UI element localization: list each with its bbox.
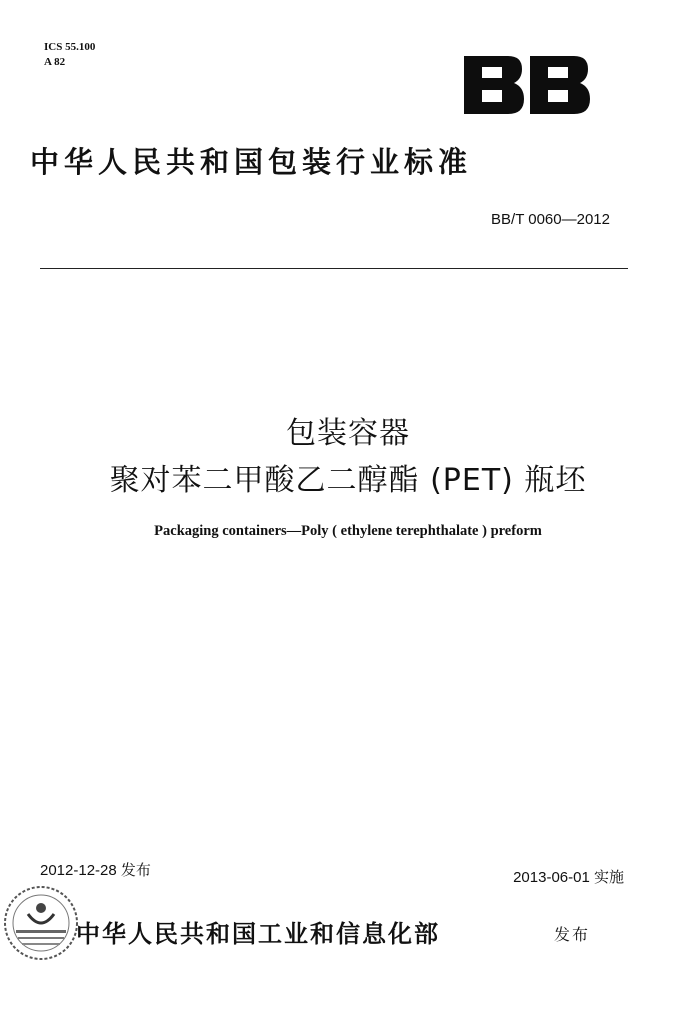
issue-date: 2012-12-28 发布	[40, 862, 151, 879]
standard-number: BB/T 0060—2012	[491, 211, 610, 228]
bb-logo-letter-b-left	[464, 56, 524, 114]
publish-label: 发布	[554, 925, 591, 944]
standard-class-title: 中华人民共和国包装行业标准	[30, 145, 473, 179]
distributor-stamp	[2, 884, 80, 962]
bb-logo	[462, 54, 590, 116]
publisher-name: 中华人民共和国工业和信息化部	[76, 920, 440, 948]
ccs-code: A 82	[44, 56, 66, 68]
bb-logo-letter-b-right	[530, 56, 590, 114]
classification-codes	[44, 40, 95, 70]
header-divider	[40, 268, 628, 269]
implementation-date: 2013-06-01 实施	[513, 869, 624, 886]
document-title-cn-line2: 聚对苯二甲酸乙二醇酯 (PET) 瓶坯	[109, 463, 587, 498]
document-title-cn-line1: 包装容器	[286, 416, 410, 451]
document-title-en: Packaging containers—Poly ( ethylene terephthalate ) preform	[154, 523, 542, 539]
ics-code: ICS 55.100	[44, 41, 96, 53]
